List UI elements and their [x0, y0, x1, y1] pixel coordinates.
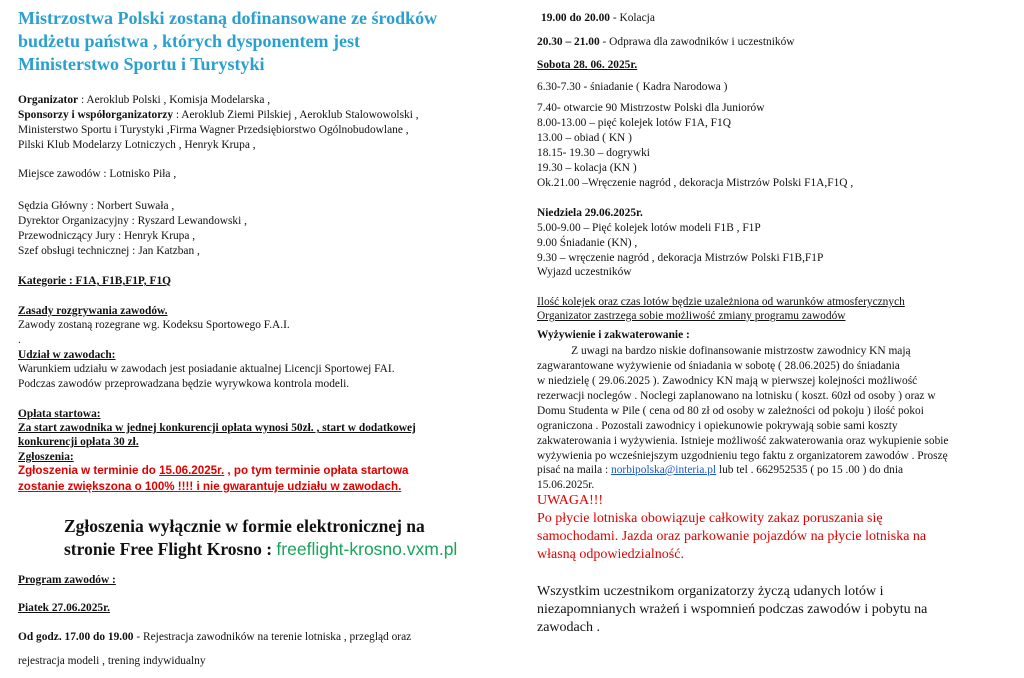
saturday-item-rounds: 8.00-13.00 – pięć kolejek lotów F1A, F1Q [537, 117, 731, 129]
saturday-item-breakfast: 6.30-7.30 - śniadanie ( Kadra Narodowa ) [537, 81, 728, 93]
contact-email-link[interactable]: norbipolska@interia.pl [611, 464, 717, 476]
friday-briefing: 20.30 – 21.00 - Odprawa dla zawodników i uczestników [537, 36, 795, 48]
food-line-1: Z uwagi na bardzo niskie dofinansowanie mistrzostw zawodnicy KN mają [537, 345, 911, 357]
sunday-item-departure: Wyjazd uczestników [537, 266, 632, 278]
sponsors-line: Sponsorzy i współorganizatorzy : Aeroklub Ziemi Pilskiej , Aeroklub Stalowowolski , [18, 109, 419, 121]
sponsors-line-2: Ministerstwo Sportu i Turystyki ,Firma Wagner Przedsiębiorstwo Ogólnobudowlane , [18, 124, 409, 136]
official-jury: Przewodniczący Jury : Henryk Krupa , [18, 230, 196, 242]
weather-note: Ilość kolejek oraz czas lotów będzie uzależniona od warunków atmosferycznych [537, 296, 905, 308]
official-director: Dyrektor Organizacyjny : Ryszard Lewandowski , [18, 215, 247, 227]
fee-line-1: Za start zawodnika w jednej konkurencji opłata wynosi 50zł. , start w dodatkowej [18, 422, 416, 434]
warning-line-1: Po płycie lotniska obowiązuje całkowity zakaz poruszania się [537, 511, 883, 526]
warning-line-3: własną odpowiedzialność. [537, 547, 684, 562]
fee-heading: Opłata startowa: [18, 408, 101, 420]
warning-heading: UWAGA!!! [537, 493, 604, 508]
saturday-item-opening: 7.40- otwarcie 90 Mistrzostw Polski dla Juniorów [537, 102, 765, 114]
sunday-item-rounds: 5.00-9.00 – Pięć kolejek lotów modeli F1B , F1P [537, 222, 761, 234]
contact-date: 15.06.2025r. [537, 479, 595, 491]
saturday-heading: Sobota 28. 06. 2025r. [537, 59, 638, 71]
funding-title-line-3: Ministerstwo Sportu i Turystyki [18, 54, 265, 74]
funding-title-line-1: Mistrzostwa Polski zostaną dofinansowane ze środków [18, 8, 438, 28]
food-line-6: ograniczona . Pozostali zawodnicy i opiekunowie pokrywają sobie sami koszty [537, 420, 898, 432]
wishes-line-1: Wszystkim uczestnikom organizatorzy życzą udanych lotów i [537, 584, 884, 599]
saturday-item-flyoffs: 18.15- 19.30 – dogrywki [537, 147, 650, 159]
separator-dot: . [18, 334, 21, 346]
contact-line: pisać na maila : norbipolska@interia.pl lub tel . 662952535 ( po 15 .00 ) do dnia [537, 464, 904, 476]
food-line-4: rezerwacji noclegów . Noclegi zaplanowano na lotnisku ( koszt. 60zł od osoby ) oraz w [537, 390, 936, 402]
official-technical: Szef obsługi technicznej : Jan Katzban , [18, 245, 200, 257]
saturday-item-dinner: 19.30 – kolacja (KN ) [537, 162, 637, 174]
participation-line-1: Warunkiem udziału w zawodach jest posiadanie aktualnej Licencji Sportowej FAI. [18, 363, 395, 375]
friday-registration-line: Od godz. 17.00 do 19.00 - Rejestracja zawodników na terenie lotniska , przegląd oraz [18, 631, 412, 643]
venue-line: Miejsce zawodów : Lotnisko Piła , [18, 168, 177, 180]
electronic-registration-line-2: stronie Free Flight Krosno : freeflight-krosno.vxm.pl [64, 539, 458, 559]
saturday-item-lunch: 13.00 – obiad ( KN ) [537, 132, 632, 144]
food-line-2: zagwarantowane wyżywienie od śniadania w sobotę ( 28.06.2025) do śniadania [537, 360, 900, 372]
funding-title-line-2: budżetu państwa , których dysponentem jest [18, 31, 361, 51]
program-heading: Program zawodów : [18, 574, 116, 586]
registration-heading: Zgłoszenia: [18, 451, 74, 463]
participation-line-2: Podczas zawodów przeprowadzana będzie wyrywkowa kontrola modeli. [18, 378, 350, 390]
rules-heading: Zasady rozgrywania zawodów. [18, 305, 168, 317]
rules-text: Zawody zostaną rozegrane wg. Kodeksu Sportowego F.A.I. [18, 319, 290, 331]
sunday-heading: Niedziela 29.06.2025r. [537, 207, 643, 219]
categories-heading: Kategorie : F1A, F1B,F1P, F1Q [18, 275, 172, 287]
sponsors-line-3: Pilski Klub Modelarzy Lotniczych , Henryk Krupa , [18, 139, 256, 151]
organizer-line: Organizator : Aeroklub Polski , Komisja Modelarska , [18, 94, 271, 106]
friday-registration-line-2: rejestracja modeli , trening indywidualny [18, 655, 206, 667]
friday-heading: Piatek 27.06.2025r. [18, 602, 110, 614]
friday-dinner: 19.00 do 20.00 - Kolacja [541, 12, 655, 24]
fee-line-2: konkurencji opłata 30 zł. [18, 436, 139, 448]
food-line-3: w niedzielę ( 29.06.2025 ). Zawodnicy KN mają w pierwszej kolejności możliwość [537, 375, 918, 387]
sunday-item-breakfast: 9.00 Śniadanie (KN) , [537, 237, 638, 249]
food-line-8: wyżywienia po wcześniejszym uzgodnieniu tego faktu z organizatorem zawodów . Proszę [537, 450, 948, 462]
saturday-item-awards: Ok.21.00 –Wręczenie nagród , dekoracja Mistrzów Polski F1A,F1Q , [537, 177, 854, 189]
electronic-registration-line-1: Zgłoszenia wyłącznie w formie elektronicznej na [64, 516, 425, 536]
wishes-line-2: niezapomnianych wrażeń i wspomnień podczas zawodów i pobytu na [537, 602, 928, 617]
food-line-5: Domu Studenta w Pile ( cena od 80 zł od osoby w zależności od pokoju ) ilość pokoi [537, 405, 924, 417]
warning-line-2: samochodami. Jazda oraz parkowanie pojazdów na płycie lotniska na [537, 529, 927, 544]
sunday-item-awards: 9.30 – wręczenie nagród , dekoracja Mistrzów Polski F1B,F1P [537, 252, 824, 264]
wishes-line-3: zawodach . [537, 620, 600, 635]
registration-deadline-line-1: Zgłoszenia w terminie do 15.06.2025r. , po tym terminie opłata startowa [18, 464, 409, 477]
registration-deadline-line-2: zostanie zwiększona o 100% !!!! i nie gwarantuje udziału w zawodach. [18, 480, 402, 493]
program-change-note: Organizator zastrzega sobie możliwość zmiany programu zawodów [537, 310, 846, 322]
food-heading: Wyżywienie i zakwaterowanie : [537, 329, 690, 341]
participation-heading: Udział w zawodach: [18, 349, 116, 361]
freeflight-url[interactable]: freeflight-krosno.vxm.pl [276, 539, 458, 559]
official-chief-judge: Sędzia Główny : Norbert Suwała , [18, 200, 175, 212]
food-line-7: zakwaterowania i wyżywienia. Istnieje możliwość zakwaterowania oraz wykupienie sobie [537, 435, 949, 447]
